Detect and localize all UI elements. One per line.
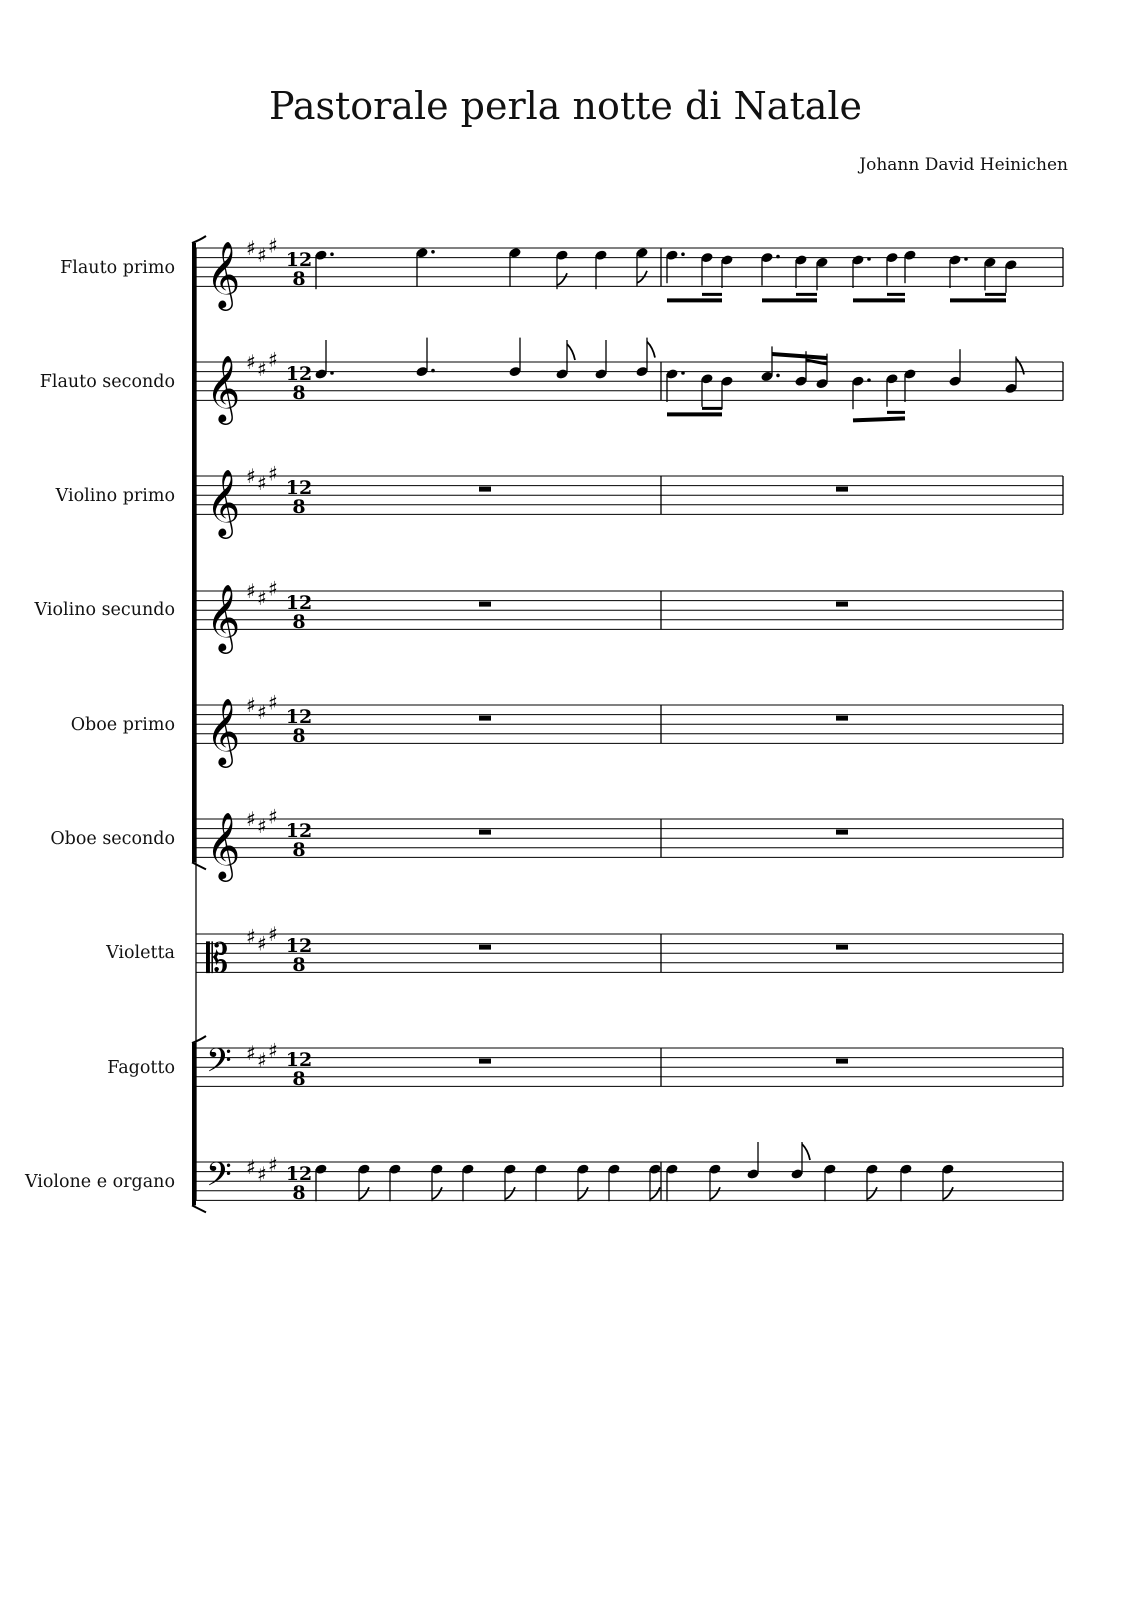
bracket-hook-top [192,236,206,243]
whole-rest [479,1059,491,1064]
time-signature-numerator: 12 [285,1163,313,1185]
note-dot [681,371,685,375]
time-signature-denominator: 8 [292,496,306,518]
note-flag [432,1187,442,1199]
note-flag [943,1187,953,1199]
treble-clef-icon: 𝄞 [206,583,241,651]
sharp-icon: ♯ [268,1038,278,1063]
whole-rest [479,945,491,950]
time-signature-numerator: 12 [285,477,313,499]
sharp-icon: ♯ [246,1154,256,1179]
sharp-icon: ♯ [257,471,267,496]
note-flag [505,1187,515,1199]
treble-clef-icon: 𝄞 [206,468,241,536]
time-signature-denominator: 8 [292,839,306,861]
beam [772,354,827,358]
treble-clef-icon: 𝄞 [206,240,241,308]
note-flag [359,1187,369,1199]
time-signature-denominator: 8 [292,954,306,976]
time-signature-numerator: 12 [285,592,313,614]
time-signature-numerator: 12 [285,249,313,271]
score-title: Pastorale perla notte di Natale [268,84,863,128]
sharp-icon: ♯ [246,464,256,488]
sharp-icon: ♯ [268,804,278,829]
note-dot [431,369,435,373]
sharp-icon: ♯ [246,350,256,374]
time-signature-numerator: 12 [285,1049,313,1071]
note-dot [681,252,685,256]
bracket-hook-top [192,1036,206,1043]
note-dot [776,374,780,378]
staff-label-flauto-secondo: Flauto secondo [39,372,175,392]
staff-label-violone-e-organo: Violone e organo [24,1172,175,1192]
bracket-hook-bottom [192,862,206,869]
time-signature-denominator: 8 [292,1068,306,1090]
beam [853,418,905,420]
note-flag [557,273,567,285]
sharp-icon: ♯ [257,931,267,956]
staff-label-flauto-primo: Flauto primo [60,258,175,278]
note-dot [867,257,871,261]
time-signature-numerator: 12 [285,706,313,728]
note-dot [867,378,871,382]
note-dot [776,255,780,259]
whole-rest [836,716,848,721]
time-signature-numerator: 12 [285,820,313,842]
staff-label-violetta: Violetta [106,943,175,963]
sharp-icon: ♯ [268,1152,278,1177]
alto-clef-icon: 𝄡 [206,936,229,982]
note-flag [710,1187,720,1199]
sharp-icon: ♯ [246,807,256,831]
whole-rest [836,487,848,492]
sharp-icon: ♯ [246,1040,256,1065]
bass-clef-icon: 𝄢 [206,1156,232,1202]
staff-label-oboe-primo: Oboe primo [70,715,175,735]
sharp-icon: ♯ [246,236,256,260]
time-signature-numerator: 12 [285,363,313,385]
sharp-icon: ♯ [257,814,267,839]
time-signature-denominator: 8 [292,1182,306,1204]
note-flag [802,1144,810,1160]
sharp-icon: ♯ [268,576,278,601]
time-signature-numerator: 12 [285,935,313,957]
staff-label-oboe-secondo: Oboe secondo [50,829,175,849]
sharp-icon: ♯ [257,357,267,382]
note-flag [650,1187,660,1199]
sharp-icon: ♯ [246,693,256,717]
whole-rest [836,602,848,607]
composer-name: Johann David Heinichen [859,155,1068,175]
staff-label-violino-primo: Violino primo [55,486,175,506]
bracket-bass [192,1043,196,1205]
bracket-hook-bottom [192,1205,206,1212]
whole-rest [479,487,491,492]
sharp-icon: ♯ [246,579,256,603]
bracket-woodwind-strings [192,243,196,862]
whole-rest [836,830,848,835]
note-flag [578,1187,588,1199]
whole-rest [479,602,491,607]
note-dot [431,250,435,254]
staff-label-fagotto: Fagotto [107,1058,175,1078]
sharp-icon: ♯ [268,461,278,486]
sharp-icon: ♯ [257,1162,267,1186]
time-signature-denominator: 8 [292,268,306,290]
sharp-icon: ♯ [257,243,267,268]
sharp-icon: ♯ [246,924,256,949]
time-signature-denominator: 8 [292,382,306,404]
sharp-icon: ♯ [257,586,267,611]
time-signature-denominator: 8 [292,725,306,747]
sharp-icon: ♯ [268,347,278,372]
treble-clef-icon: 𝄞 [206,354,241,422]
note-dot [330,252,334,256]
note-flag [867,1187,877,1199]
treble-clef-icon: 𝄞 [206,811,241,879]
sharp-icon: ♯ [257,700,267,725]
sharp-icon: ♯ [268,233,278,258]
bass-clef-icon: 𝄢 [206,1042,232,1088]
note-flag [647,342,655,358]
treble-clef-icon: 𝄞 [206,697,241,765]
whole-rest [836,945,848,950]
sharp-icon: ♯ [268,922,278,946]
beam [806,360,827,364]
staff-label-violino-secundo: Violino secundo [34,600,175,620]
note-dot [330,371,334,375]
whole-rest [836,1059,848,1064]
whole-rest [479,716,491,721]
note-dot [964,257,968,261]
whole-rest [479,830,491,835]
sharp-icon: ♯ [268,690,278,715]
time-signature-denominator: 8 [292,611,306,633]
note-flag [567,344,575,360]
sharp-icon: ♯ [257,1048,267,1072]
